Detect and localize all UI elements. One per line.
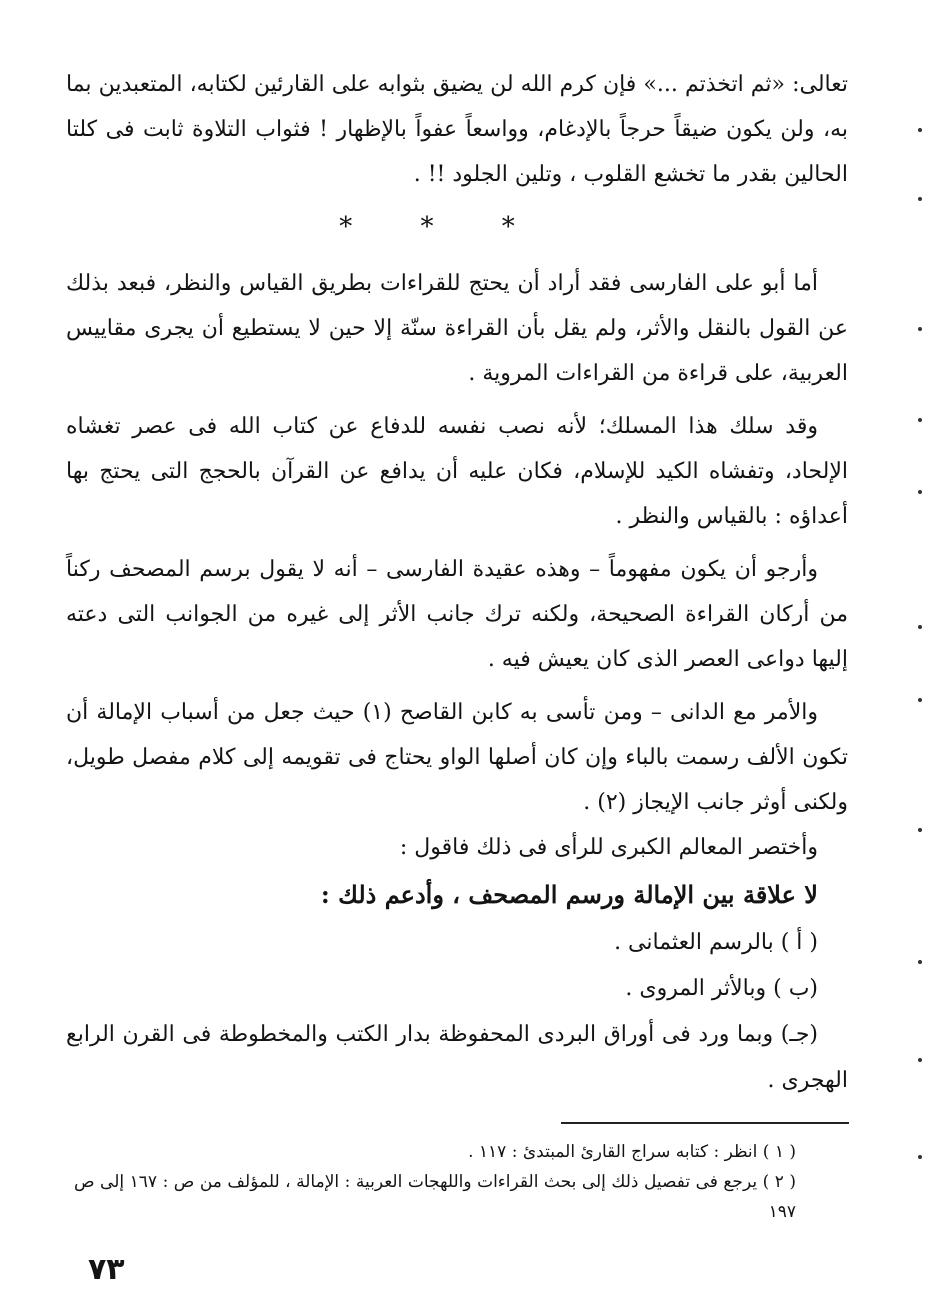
margin-mark bbox=[918, 828, 922, 832]
section-separator: * * * bbox=[339, 212, 545, 242]
footnote-1: ( ١ ) انظر : كتابه سراج القارئ المبتدئ : ١١٧ . bbox=[468, 1142, 796, 1162]
list-item-a: ( أ ) بالرسم العثمانى . bbox=[614, 930, 818, 955]
paragraph-3: وقد سلك هذا المسلك؛ لأنه نصب نفسه للدفاع عن كتاب الله فى عصر تغشاه الإلحاد، وتفشاه الكيد للإسلام، فكان عليه أن يدافع عن القرآن بالحجج التى يحتج بها أعداؤه : بالقياس والنظر . bbox=[66, 414, 848, 529]
list-item-b: (ب ) وبالأثر المروى . bbox=[625, 976, 818, 1001]
margin-mark bbox=[918, 418, 922, 422]
margin-mark bbox=[918, 1058, 922, 1062]
page-number: ٧٣ bbox=[88, 1252, 125, 1287]
paragraph-2: أما أبو على الفارسى فقد أراد أن يحتج للقراءات بطريق القياس والنظر، فبعد بذلك عن القول بالنقل والأثر، ولم يقل بأن القراءة سنّة إلا حين لا يستطيع أن يجرى مقاييس العربية، على قراءة من القراءات المروية . bbox=[66, 271, 848, 386]
margin-mark bbox=[918, 128, 922, 132]
margin-mark bbox=[918, 197, 922, 201]
footnote-divider bbox=[561, 1122, 849, 1124]
paragraph-5: والأمر مع الدانى – ومن تأسى به كابن القاصح (١) حيث جعل من أسباب الإمالة أن تكون الألف رسمت بالباء وإن كان أصلها الواو يحتاج فى تقويمه إلى كلام مفصل طويل، ولكنى أوثر جانب الإيجاز (٢) . bbox=[66, 700, 848, 815]
paragraph-6: وأختصر المعالم الكبرى للرأى فى ذلك فاقول : bbox=[399, 835, 818, 860]
margin-mark bbox=[918, 327, 922, 331]
paragraph-4: وأرجو أن يكون مفهوماً – وهذه عقيدة الفارسى – أنه لا يقول برسم المصحف ركناً من أركان القراءة الصحيحة، ولكنه ترك جانب الأثر إلى غيره من الجوانب التى دعته إليها دواعى العصر الذى كان يعيش فيه . bbox=[66, 557, 848, 672]
margin-mark bbox=[918, 698, 922, 702]
page-body bbox=[66, 62, 848, 1104]
footnotes bbox=[74, 1137, 796, 1227]
footnote-2: ( ٢ ) يرجع فى تفصيل ذلك إلى بحث القراءات واللهجات العربية : الإمالة ، للمؤلف من ص : ١٦٧ إلى ص ١٩٧ bbox=[74, 1172, 797, 1222]
section-heading: لا علاقة بين الإمالة ورسم المصحف ، وأدعم ذلك : bbox=[320, 880, 818, 909]
paragraph-1: تعالى: «ثم اتخذتم ...» فإن كرم الله لن يضيق بثوابه على القارئين لكتابه، المتعبدين بما به، ولن يكون ضيقاً حرجاً بالإدغام، وواسعاً عفواً بالإظهار ! فثواب التلاوة ثابت فى كلتا الحالين بقدر ما تخشع القلوب ، وتلين الجلود !! . bbox=[66, 72, 848, 187]
list-item-c: (جـ) وبما ورد فى أوراق البردى المحفوظة بدار الكتب والمخطوطة فى القرن الرابع الهجرى . bbox=[66, 1022, 848, 1093]
margin-mark bbox=[918, 490, 922, 494]
margin-mark bbox=[918, 625, 922, 629]
margin-mark bbox=[918, 1155, 922, 1159]
margin-mark bbox=[918, 960, 922, 964]
